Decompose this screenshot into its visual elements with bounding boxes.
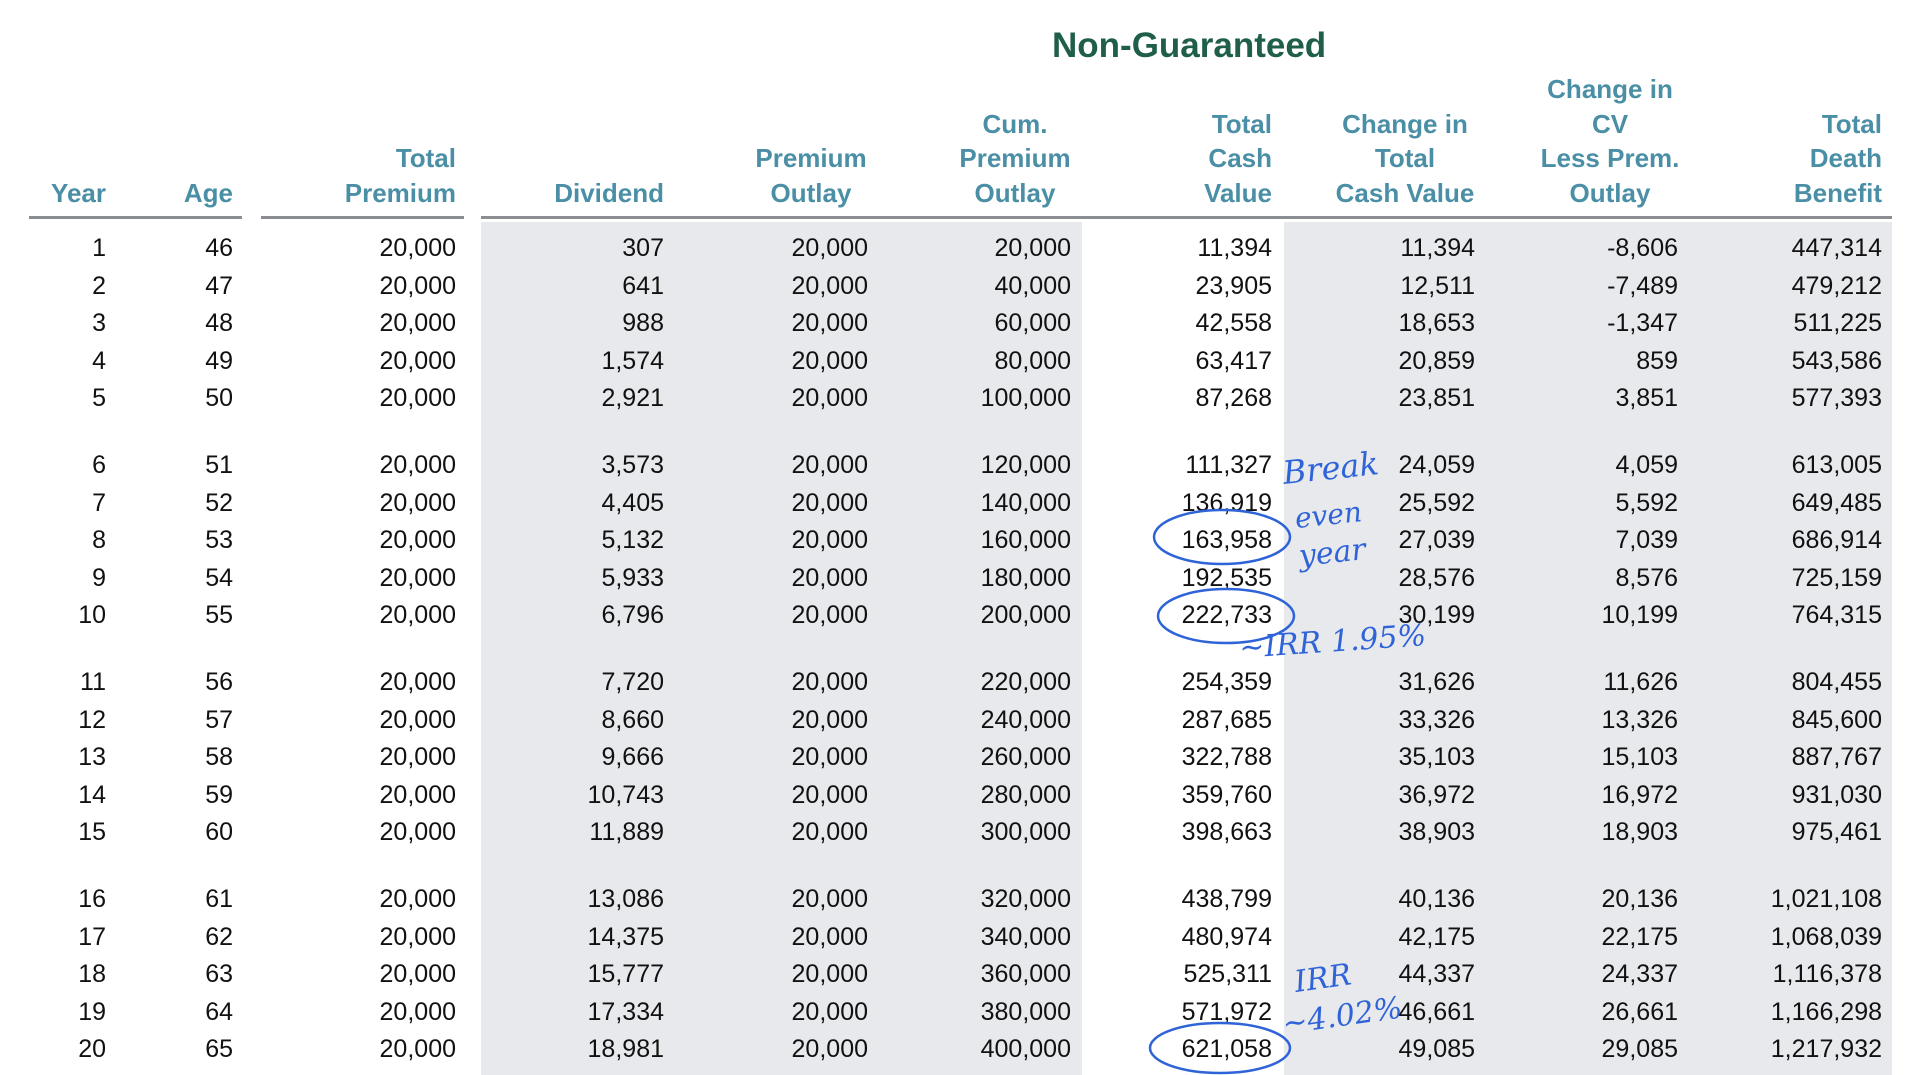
cell-cum_premium_outlay: 240,000 [980, 705, 1071, 734]
cell-cum_premium_outlay: 180,000 [980, 563, 1071, 592]
table-row [0, 818, 1920, 854]
cell-cum_premium_outlay: 160,000 [980, 526, 1071, 554]
cell-premium_outlay: 20,000 [791, 705, 868, 734]
cell-total_premium: 20,000 [379, 601, 456, 629]
cell-change_cv_less_prem: 15,103 [1601, 743, 1678, 771]
cell-total_cash_value: 621,058 [1181, 1035, 1272, 1063]
cell-total_cash_value: 42,558 [1195, 309, 1272, 337]
cell-premium_outlay: 20,000 [791, 601, 868, 629]
cell-year: 2 [92, 271, 106, 300]
cell-change_total_cash_value: 30,199 [1398, 601, 1475, 629]
table-row [0, 347, 1920, 383]
col-header-line: Year [51, 177, 106, 208]
col-header-line: Death [1809, 143, 1882, 173]
cell-year: 7 [92, 488, 106, 517]
col-header-line: Dividend [554, 177, 664, 208]
cell-cum_premium_outlay: 360,000 [980, 960, 1071, 988]
table-row [0, 489, 1920, 525]
cell-total_premium: 20,000 [379, 743, 456, 771]
table-row [0, 923, 1920, 959]
cell-cum_premium_outlay: 340,000 [980, 922, 1071, 951]
cell-cum_premium_outlay: 20,000 [994, 234, 1071, 262]
cell-total_death_benefit: 845,600 [1791, 705, 1882, 734]
cell-change_cv_less_prem: 16,972 [1601, 780, 1678, 809]
cell-premium_outlay: 20,000 [791, 885, 868, 913]
cell-year: 18 [78, 960, 106, 988]
table-row [0, 272, 1920, 308]
cell-change_cv_less_prem: 859 [1636, 346, 1678, 375]
cell-year: 12 [78, 705, 106, 734]
cell-age: 49 [205, 346, 233, 375]
cell-total_cash_value: 571,972 [1181, 997, 1272, 1026]
cell-age: 54 [205, 563, 233, 592]
cell-total_premium: 20,000 [379, 1035, 456, 1063]
cell-total_premium: 20,000 [379, 885, 456, 913]
cell-total_cash_value: 480,974 [1181, 922, 1272, 951]
cell-total_cash_value: 438,799 [1181, 885, 1272, 913]
cell-total_death_benefit: 686,914 [1791, 526, 1882, 554]
cell-dividend: 641 [622, 271, 664, 300]
col-header-line: Total [1211, 108, 1272, 139]
cell-change_cv_less_prem: 10,199 [1601, 601, 1678, 629]
cell-age: 62 [205, 922, 233, 951]
cell-total_death_benefit: 511,225 [1793, 309, 1882, 337]
cell-change_total_cash_value: 40,136 [1398, 885, 1475, 913]
cell-age: 56 [205, 668, 233, 696]
col-header-line: Outlay [770, 177, 852, 208]
col-header-line: Premium [959, 143, 1071, 173]
cell-total_death_benefit: 447,314 [1791, 234, 1882, 262]
cell-year: 20 [78, 1035, 106, 1063]
table-row [0, 885, 1920, 921]
table-row [0, 1035, 1920, 1071]
cell-total_death_benefit: 725,159 [1791, 563, 1882, 592]
cell-cum_premium_outlay: 400,000 [980, 1035, 1071, 1063]
table-row [0, 309, 1920, 345]
cell-year: 8 [92, 526, 106, 554]
table-row [0, 960, 1920, 996]
cell-change_cv_less_prem: 7,039 [1615, 526, 1678, 554]
cell-total_death_benefit: 1,217,932 [1770, 1035, 1882, 1063]
cell-change_total_cash_value: 27,039 [1398, 526, 1475, 554]
cell-dividend: 17,334 [587, 997, 664, 1026]
cell-change_cv_less_prem: 18,903 [1601, 818, 1678, 846]
cell-age: 61 [205, 885, 233, 913]
cell-premium_outlay: 20,000 [791, 346, 868, 375]
cell-change_total_cash_value: 31,626 [1398, 668, 1475, 696]
cell-premium_outlay: 20,000 [791, 818, 868, 846]
table-row [0, 998, 1920, 1034]
cell-total_cash_value: 287,685 [1181, 705, 1272, 734]
cell-total_premium: 20,000 [379, 488, 456, 517]
cell-total_death_benefit: 577,393 [1791, 384, 1882, 412]
header-rule [29, 216, 242, 219]
cell-total_death_benefit: 887,767 [1791, 743, 1882, 771]
cell-year: 4 [92, 346, 106, 375]
cell-premium_outlay: 20,000 [791, 1035, 868, 1063]
col-header-line: Premium [755, 143, 867, 173]
cell-age: 55 [205, 601, 233, 629]
note-break: Break [1280, 444, 1381, 492]
cell-total_premium: 20,000 [379, 526, 456, 554]
cell-cum_premium_outlay: 120,000 [980, 451, 1071, 479]
col-header-line: Age [183, 177, 233, 208]
cell-change_total_cash_value: 20,859 [1398, 346, 1475, 375]
col-header-total_death_benefit [1662, 70, 1882, 210]
cell-total_premium: 20,000 [379, 384, 456, 412]
cell-change_total_cash_value: 25,592 [1398, 488, 1475, 517]
cell-change_total_cash_value: 49,085 [1398, 1035, 1475, 1063]
col-header-line: Change in [1342, 108, 1468, 139]
col-header-line: CV [1591, 108, 1629, 139]
cell-total_death_benefit: 479,212 [1791, 271, 1882, 300]
table-title: Non-Guaranteed [1052, 26, 1327, 65]
cell-dividend: 7,720 [601, 668, 664, 696]
cell-dividend: 2,921 [601, 384, 664, 412]
cell-age: 46 [205, 234, 233, 262]
cell-dividend: 4,405 [601, 488, 664, 517]
cell-total_cash_value: 87,268 [1195, 384, 1272, 412]
cell-total_cash_value: 136,919 [1181, 488, 1272, 517]
cell-total_death_benefit: 543,586 [1791, 346, 1882, 375]
cell-total_premium: 20,000 [379, 960, 456, 988]
cell-total_cash_value: 111,327 [1185, 451, 1272, 479]
cell-dividend: 8,660 [601, 705, 664, 734]
cell-cum_premium_outlay: 220,000 [980, 668, 1071, 696]
table-row [0, 234, 1920, 270]
col-header-line: Less Prem. [1540, 143, 1680, 173]
col-header-total_cash_value [1052, 70, 1272, 210]
cell-cum_premium_outlay: 280,000 [980, 780, 1071, 809]
col-header-line: Change in [1547, 74, 1673, 104]
cell-total_death_benefit: 931,030 [1791, 780, 1882, 809]
cell-change_total_cash_value: 46,661 [1398, 997, 1475, 1026]
cell-change_total_cash_value: 33,326 [1398, 705, 1475, 734]
cell-total_cash_value: 359,760 [1181, 780, 1272, 809]
cell-age: 63 [205, 960, 233, 988]
note-even: even [1293, 495, 1364, 535]
cell-total_death_benefit: 1,021,108 [1770, 885, 1882, 913]
table-row [0, 743, 1920, 779]
cell-change_total_cash_value: 28,576 [1398, 563, 1475, 592]
cell-total_premium: 20,000 [379, 780, 456, 809]
cell-total_death_benefit: 804,455 [1791, 668, 1882, 696]
col-header-age [13, 70, 233, 210]
table-row [0, 451, 1920, 487]
cell-age: 59 [205, 780, 233, 809]
cell-year: 6 [92, 451, 106, 479]
cell-year: 15 [78, 818, 106, 846]
table-row [0, 601, 1920, 637]
cell-premium_outlay: 20,000 [791, 743, 868, 771]
cell-change_cv_less_prem: 3,851 [1615, 384, 1678, 412]
cell-change_total_cash_value: 12,511 [1400, 271, 1475, 300]
cell-age: 53 [205, 526, 233, 554]
cell-age: 50 [205, 384, 233, 412]
col-header-total_premium [236, 70, 456, 210]
cell-cum_premium_outlay: 380,000 [980, 997, 1071, 1026]
col-header-dividend [444, 70, 664, 210]
col-header-change_total_cash_value [1285, 70, 1525, 210]
cell-total_premium: 20,000 [379, 997, 456, 1026]
cell-year: 10 [78, 601, 106, 629]
table-row [0, 706, 1920, 742]
cell-age: 58 [205, 743, 233, 771]
cell-premium_outlay: 20,000 [791, 668, 868, 696]
col-header-line: Cash Value [1335, 177, 1475, 208]
cell-change_cv_less_prem: 20,136 [1601, 885, 1678, 913]
cell-premium_outlay: 20,000 [791, 997, 868, 1026]
col-header-line: Total [1374, 143, 1436, 173]
cell-dividend: 988 [622, 309, 664, 337]
cell-change_cv_less_prem: 26,661 [1601, 997, 1678, 1026]
cell-dividend: 5,933 [601, 563, 664, 592]
cell-change_total_cash_value: 18,653 [1398, 309, 1475, 337]
cell-premium_outlay: 20,000 [791, 309, 868, 337]
cell-age: 60 [205, 818, 233, 846]
cell-total_premium: 20,000 [379, 668, 456, 696]
cell-total_cash_value: 398,663 [1181, 818, 1272, 846]
cell-change_total_cash_value: 44,337 [1398, 960, 1475, 988]
cell-change_total_cash_value: 23,851 [1398, 384, 1475, 412]
cell-total_cash_value: 222,733 [1181, 601, 1272, 629]
cell-cum_premium_outlay: 260,000 [980, 743, 1071, 771]
cell-total_death_benefit: 649,485 [1791, 488, 1882, 517]
cell-total_death_benefit: 975,461 [1791, 818, 1882, 846]
col-header-line: Total [395, 143, 456, 173]
cell-total_cash_value: 254,359 [1181, 668, 1272, 696]
col-header-line: Outlay [1569, 177, 1651, 208]
cell-total_cash_value: 322,788 [1181, 743, 1272, 771]
table-row [0, 668, 1920, 704]
cell-change_cv_less_prem: 5,592 [1615, 488, 1678, 517]
cell-year: 19 [78, 997, 106, 1026]
cell-premium_outlay: 20,000 [791, 234, 868, 262]
cell-change_total_cash_value: 35,103 [1398, 743, 1475, 771]
cell-dividend: 9,666 [601, 743, 664, 771]
col-header-line: Benefit [1793, 177, 1882, 208]
cell-total_cash_value: 525,311 [1183, 960, 1272, 988]
cell-change_cv_less_prem: 24,337 [1601, 960, 1678, 988]
cell-cum_premium_outlay: 300,000 [980, 818, 1071, 846]
cell-total_premium: 20,000 [379, 346, 456, 375]
note-irr-year20-line2: ~4.02% [1280, 990, 1405, 1042]
cell-total_premium: 20,000 [379, 451, 456, 479]
cell-premium_outlay: 20,000 [791, 780, 868, 809]
cell-year: 1 [92, 234, 106, 262]
cell-change_total_cash_value: 36,972 [1398, 780, 1475, 809]
cell-change_total_cash_value: 24,059 [1398, 451, 1475, 479]
cell-year: 17 [78, 922, 106, 951]
cell-cum_premium_outlay: 80,000 [994, 346, 1071, 375]
cell-premium_outlay: 20,000 [791, 271, 868, 300]
cell-total_premium: 20,000 [379, 705, 456, 734]
cell-year: 14 [78, 780, 106, 809]
cell-total_death_benefit: 764,315 [1791, 601, 1882, 629]
cell-cum_premium_outlay: 40,000 [994, 271, 1071, 300]
cell-year: 13 [78, 743, 106, 771]
cell-change_cv_less_prem: 13,326 [1601, 705, 1678, 734]
cell-change_cv_less_prem: 11,626 [1603, 668, 1678, 696]
cell-year: 3 [92, 309, 106, 337]
cell-change_cv_less_prem: -1,347 [1607, 309, 1678, 337]
table-row [0, 781, 1920, 817]
cell-premium_outlay: 20,000 [791, 526, 868, 554]
cell-dividend: 307 [622, 234, 664, 262]
cell-change_total_cash_value: 11,394 [1400, 234, 1475, 262]
cell-dividend: 3,573 [601, 451, 664, 479]
cell-premium_outlay: 20,000 [791, 451, 868, 479]
cell-dividend: 6,796 [601, 601, 664, 629]
cell-change_cv_less_prem: -8,606 [1607, 234, 1678, 262]
col-header-line: Value [1204, 177, 1272, 208]
cell-total_cash_value: 192,535 [1181, 563, 1272, 592]
cell-total_premium: 20,000 [379, 234, 456, 262]
cell-age: 47 [205, 271, 233, 300]
cell-premium_outlay: 20,000 [791, 960, 868, 988]
col-header-line: Total [1821, 108, 1882, 139]
cell-dividend: 5,132 [601, 526, 664, 554]
cell-cum_premium_outlay: 320,000 [980, 885, 1071, 913]
cell-change_total_cash_value: 38,903 [1398, 818, 1475, 846]
table-row [0, 384, 1920, 420]
cell-cum_premium_outlay: 60,000 [994, 309, 1071, 337]
cell-age: 52 [205, 488, 233, 517]
note-irr-year10: ~IRR 1.95% [1238, 618, 1428, 666]
cell-cum_premium_outlay: 100,000 [980, 384, 1071, 412]
cell-change_total_cash_value: 42,175 [1398, 922, 1475, 951]
note-irr-year20-line1: IRR [1292, 957, 1354, 1000]
cell-age: 48 [205, 309, 233, 337]
cell-year: 11 [80, 668, 106, 696]
col-header-line: Cum. [982, 108, 1048, 139]
cell-dividend: 10,743 [587, 780, 664, 809]
cell-change_cv_less_prem: 4,059 [1615, 451, 1678, 479]
cell-change_cv_less_prem: 29,085 [1601, 1035, 1678, 1063]
cell-change_cv_less_prem: 22,175 [1601, 922, 1678, 951]
cell-premium_outlay: 20,000 [791, 922, 868, 951]
cell-total_premium: 20,000 [379, 309, 456, 337]
cell-total_death_benefit: 613,005 [1791, 451, 1882, 479]
col-header-line: Premium [344, 177, 456, 208]
cell-total_death_benefit: 1,166,298 [1770, 997, 1882, 1026]
cell-cum_premium_outlay: 200,000 [980, 601, 1071, 629]
cell-total_cash_value: 23,905 [1195, 271, 1272, 300]
table-row [0, 526, 1920, 562]
cell-premium_outlay: 20,000 [791, 488, 868, 517]
cell-age: 64 [205, 997, 233, 1026]
cell-total_premium: 20,000 [379, 271, 456, 300]
cell-year: 9 [92, 563, 106, 592]
header-rule [481, 216, 1892, 219]
cell-premium_outlay: 20,000 [791, 563, 868, 592]
cell-age: 57 [205, 705, 233, 734]
cell-change_cv_less_prem: 8,576 [1615, 563, 1678, 592]
header-rule [261, 216, 464, 219]
cell-total_cash_value: 163,958 [1181, 526, 1272, 554]
cell-total_premium: 20,000 [379, 922, 456, 951]
col-header-line: Outlay [974, 177, 1056, 208]
cell-age: 51 [205, 451, 233, 479]
cell-dividend: 14,375 [587, 922, 664, 951]
col-header-line: Cash [1208, 143, 1272, 173]
cell-dividend: 11,889 [589, 818, 664, 846]
table-row [0, 564, 1920, 600]
cell-dividend: 18,981 [587, 1035, 664, 1063]
cell-age: 65 [205, 1035, 233, 1063]
cell-year: 5 [92, 384, 106, 412]
cell-total_death_benefit: 1,068,039 [1770, 922, 1882, 951]
note-year: year [1297, 532, 1368, 574]
cell-total_death_benefit: 1,116,378 [1772, 960, 1882, 988]
cell-total_cash_value: 63,417 [1195, 346, 1272, 375]
cell-year: 16 [78, 885, 106, 913]
cell-total_cash_value: 11,394 [1197, 234, 1272, 262]
cell-total_premium: 20,000 [379, 563, 456, 592]
cell-dividend: 13,086 [587, 885, 664, 913]
cell-cum_premium_outlay: 140,000 [980, 488, 1071, 517]
cell-dividend: 15,777 [587, 960, 664, 988]
cell-premium_outlay: 20,000 [791, 384, 868, 412]
cell-total_premium: 20,000 [379, 818, 456, 846]
cell-change_cv_less_prem: -7,489 [1607, 271, 1678, 300]
cell-dividend: 1,574 [601, 346, 664, 375]
